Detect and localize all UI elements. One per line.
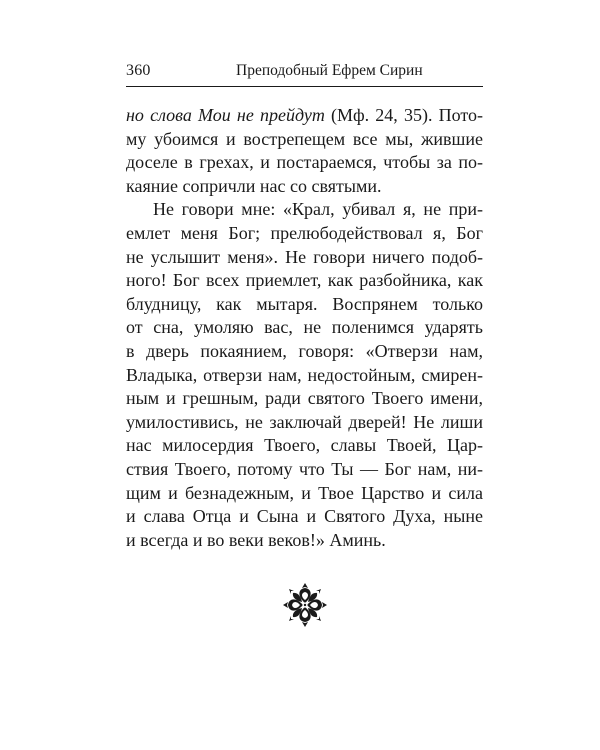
paragraph-2-line: блудницу, как мытаря. Воспрянем только <box>126 293 483 314</box>
paragraph-2-line: умилостивись, не заключай дверей! Не лиши <box>126 411 483 432</box>
floral-cross-ornament-icon <box>283 583 327 627</box>
paragraph-2-line: ным и грешным, ради святого Твоего имени, <box>126 388 483 409</box>
running-head <box>126 58 483 87</box>
body-text <box>126 104 483 552</box>
paragraph-2-line: в дверь покаянием, говоря: «Отверзи нам, <box>126 340 483 361</box>
paragraph-2-line: нас милосердия Твоего, славы Твоей, Цар- <box>126 435 483 456</box>
paragraph-2-line: емлет меня Бог; прелюбодействовал я, Бог <box>126 222 483 243</box>
paragraph-2-line: ствия Твоего, потому что Ты — Бог нам, ни- <box>126 458 483 479</box>
scripture-reference: (Мф. 24, 35). Пото- <box>324 105 484 125</box>
paragraph-1-line-3: доселе в грехах, и постараемся, чтобы за по- <box>126 152 483 173</box>
paragraph-2-line: Не говори мне: «Крал, убивал я, не при- <box>153 199 483 220</box>
paragraph-1-line-2: му убоимся и вострепещем все мы, жившие <box>126 128 483 149</box>
paragraph-2-line: и всегда и во веки веков!» Аминь. <box>126 529 386 550</box>
page-number: 360 <box>126 62 151 79</box>
paragraph-2-line: от сна, умоляю вас, не поленимся ударять <box>126 317 483 338</box>
paragraph-2-line: не услышит меня». Не говори ничего подоб- <box>126 246 483 267</box>
paragraph-2-line: ного! Бог всех приемлет, как разбойника, как <box>126 270 483 291</box>
paragraph-1-line-4: каяние сопричли нас со святыми. <box>126 175 382 196</box>
running-title: Преподобный Ефрем Сирин <box>236 62 423 79</box>
paragraph-1-line-1 <box>126 104 483 128</box>
paragraph-2-line: Владыка, отверзи нам, недостойным, смирен- <box>126 364 483 385</box>
paragraph-2-line: щим и безнадежным, и Твое Царство и сила <box>126 482 483 503</box>
scripture-quote: но слова Мои не прейдут <box>126 105 325 125</box>
paragraph-2-line: и слава Отца и Сына и Святого Духа, ныне <box>126 506 483 527</box>
